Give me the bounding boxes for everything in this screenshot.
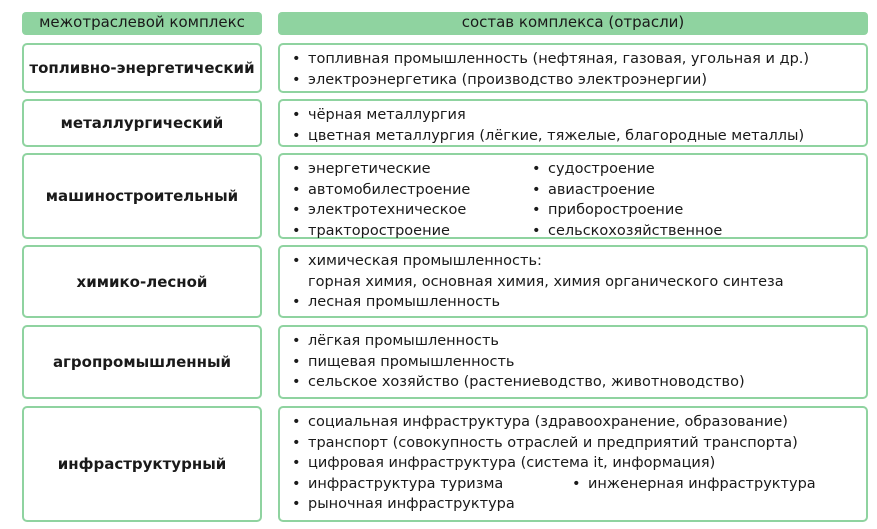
branch-item: • авиастроение: [532, 180, 856, 201]
branch-item: • сельское хозяйство (растениеводство, животноводство): [292, 372, 856, 393]
complex-name-cell: [22, 325, 262, 399]
branch-item: • тракторостроение: [292, 221, 532, 242]
branch-item: • пищевая промышленность: [292, 352, 856, 373]
branch-item: • цифровая инфраструктура (система it, информация): [292, 453, 856, 474]
branch-item: • транспорт (совокупность отраслей и предприятий транспорта): [292, 433, 856, 454]
branch-item: • сельскохозяйственное: [532, 221, 856, 242]
complex-name: топливно-энергетический: [29, 59, 255, 77]
branch-list-left: [292, 159, 532, 241]
complex-branches-cell: [278, 245, 868, 318]
branch-list: [292, 105, 856, 146]
complex-name: металлургический: [60, 114, 224, 132]
header-right: [278, 12, 868, 35]
complex-name: химико-лесной: [76, 272, 208, 291]
complex-branches-cell: [278, 153, 868, 239]
complex-name-cell: [22, 43, 262, 93]
complex-name: машиностроительный: [45, 187, 239, 205]
branch-item: • чёрная металлургия: [292, 105, 856, 126]
branch-columns: [292, 159, 856, 241]
complex-branches-cell: [278, 406, 868, 522]
branch-list: [292, 251, 856, 313]
branch-item: • электроэнергетика (производство электроэнергии): [292, 70, 856, 91]
branch-item: • инфраструктура туризма: [292, 474, 856, 495]
branch-item: • автомобилестроение: [292, 180, 532, 201]
branch-item: • энергетические: [292, 159, 532, 180]
complex-name: инфраструктурный: [57, 455, 227, 473]
branch-item: • лёгкая промышленность: [292, 331, 856, 352]
branch-list-extra: [572, 474, 816, 495]
branch-item: • социальная инфраструктура (здравоохранение, образование): [292, 412, 856, 433]
branch-list: [292, 412, 856, 515]
complex-name-cell: [22, 153, 262, 239]
branch-list-right: [532, 159, 856, 241]
header-left: [22, 12, 262, 35]
branch-item: • лесная промышленность: [292, 292, 856, 313]
branch-item: • электротехническое: [292, 200, 532, 221]
complex-branches-cell: [278, 325, 868, 399]
header-left-label: межотраслевой комплекс: [39, 13, 245, 31]
branch-item: • химическая промышленность:: [292, 251, 856, 272]
branch-item: • рыночная инфраструктура: [292, 494, 856, 515]
branch-subitem: горная химия, основная химия, химия органического синтеза: [308, 273, 784, 290]
branch-item: • цветная металлургия (лёгкие, тяжелые, благородные металлы): [292, 126, 856, 147]
infra-wrap: [292, 412, 856, 515]
branch-item: • судостроение: [532, 159, 856, 180]
branch-list: [292, 331, 856, 393]
complex-branches-cell: [278, 99, 868, 147]
branch-item: • топливная промышленность (нефтяная, газовая, угольная и др.): [292, 49, 856, 70]
header-right-label: состав комплекса (отрасли): [461, 13, 685, 31]
branch-item: • приборостроение: [532, 200, 856, 221]
complex-name: агропромышленный: [52, 353, 232, 371]
complex-name-cell: [22, 99, 262, 147]
complex-name-cell: [22, 245, 262, 318]
complex-branches-cell: [278, 43, 868, 93]
branch-list: [292, 49, 856, 90]
complex-name-cell: [22, 406, 262, 522]
branch-item: • инженерная инфраструктура: [572, 474, 816, 495]
